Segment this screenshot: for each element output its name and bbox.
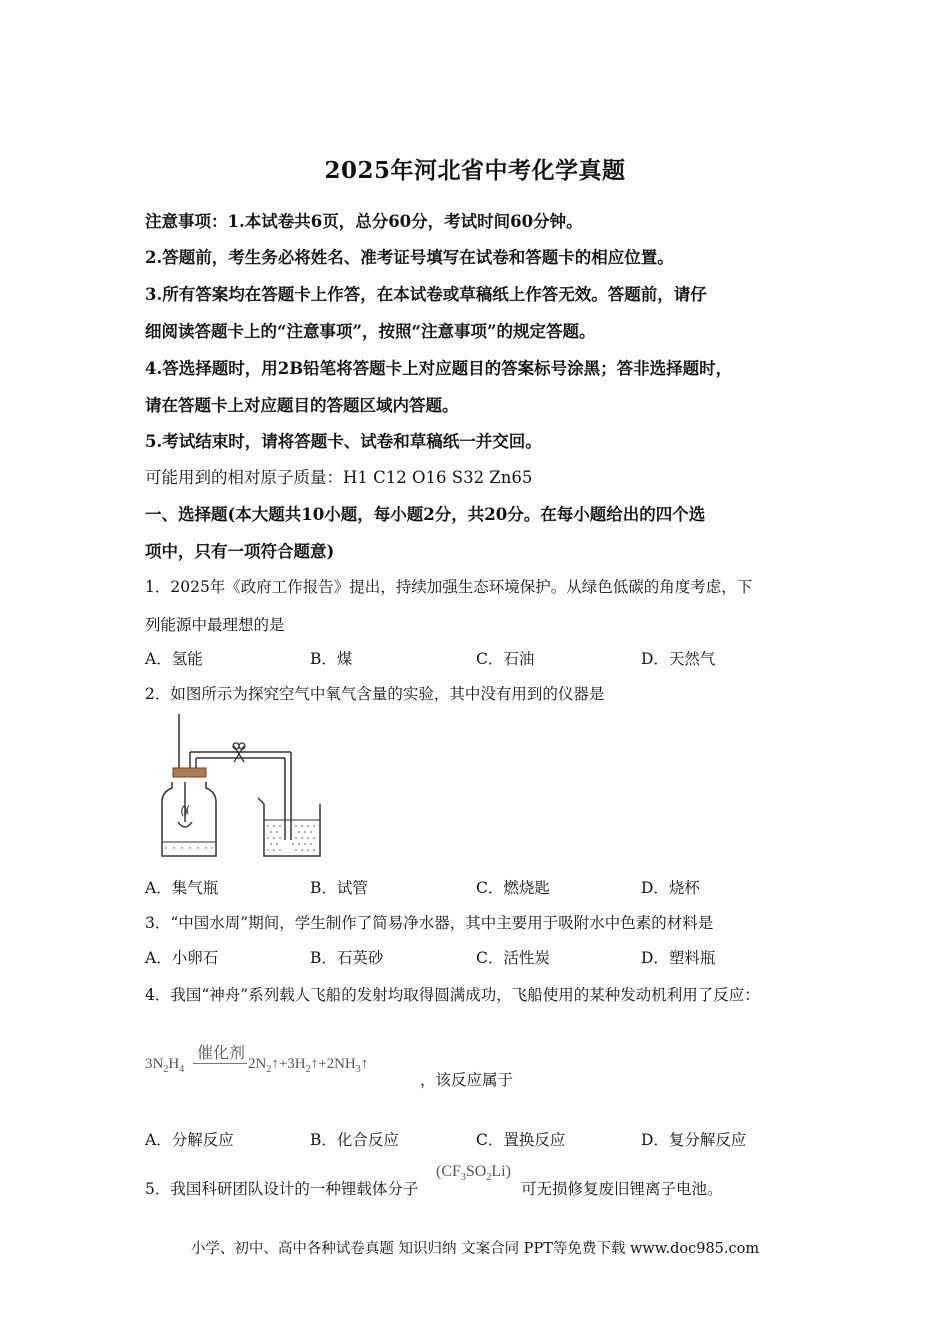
q3-option-c: C．活性炭: [476, 949, 550, 967]
q1-option-c: C．石油: [476, 650, 535, 668]
q2-option-d: D．烧杯: [641, 879, 700, 897]
section-heading-line-2: 项中，只有一项符合题意): [145, 542, 335, 561]
q3-option-a: A．小卵石: [145, 949, 219, 967]
reaction-arrow-line: [193, 1063, 247, 1064]
atomic-masses: 可能用到的相对原子质量：H1 C12 O16 S32 Zn65: [145, 468, 533, 487]
apparatus-diagram: [150, 710, 325, 862]
page-footer: 小学、初中、高中各种试卷真题 知识归纳 文案合同 PPT等免费下载 www.doc985.com: [190, 1241, 760, 1257]
q4-option-b: B．化合反应: [310, 1131, 399, 1149]
q5-stem-suffix: 可无损修复废旧锂离子电池。: [521, 1180, 723, 1198]
reaction-products: $2N_2↑+3H_2↑+2NH_3↑$: [248, 1056, 369, 1075]
q4-stem: 4．我国“神舟”系列载人飞船的发射均取得圆满成功，飞船使用的某种发动机利用了反应：: [145, 986, 760, 1004]
gas-bottle: [162, 782, 216, 856]
q3-option-d: D．塑料瓶: [641, 949, 716, 967]
q1-stem-line-2: 列能源中最理想的是: [145, 616, 285, 634]
catalyst-label: 催化剂: [197, 1045, 246, 1062]
note-line-7: 5.考试结束时，请将答题卡、试卷和草稿纸一并交回。: [145, 432, 542, 451]
spoon: [178, 822, 192, 827]
note-line-5: 4.答选择题时，用2B铅笔将答题卡上对应题目的答案标号涂黑；答非选择题时，: [145, 359, 733, 378]
q1-option-d: D．天然气: [641, 650, 716, 668]
q4-option-d: D．复分解反应: [641, 1131, 747, 1149]
q1-option-b: B．煤: [310, 650, 353, 668]
q2-stem: 2．如图所示为探究空气中氧气含量的实验，其中没有用到的仪器是: [145, 685, 605, 703]
q4-option-a: A．分解反应: [145, 1131, 234, 1149]
q3-option-b: B．石英砂: [310, 949, 384, 967]
stopper: [173, 768, 206, 777]
beaker: [258, 798, 320, 856]
q5-stem-prefix: 5．我国科研团队设计的一种锂载体分子: [145, 1180, 419, 1198]
note-line-6: 请在答题卡上对应题目的答题区域内答题。: [145, 396, 459, 415]
reaction-reactant: $3N_2H_4$: [145, 1056, 185, 1075]
q1-option-a: A．氢能: [145, 650, 203, 668]
note-line-3: 3.所有答案均在答题卡上作答，在本试卷或草稿纸上作答无效。答题前，请仔: [145, 285, 707, 304]
q2-option-b: B．试管: [310, 879, 368, 897]
q1-stem-line-1: 1．2025年《政府工作报告》提出，持续加强生态环境保护。从绿色低碳的角度考虑，下: [145, 578, 753, 596]
q4-stem-tail: ，该反应属于: [420, 1071, 514, 1089]
q2-option-a: A．集气瓶: [145, 879, 219, 897]
page-title: 2025年河北省中考化学真题: [324, 157, 626, 184]
q3-stem: 3．“中国水周”期间，学生制作了简易净水器，其中主要用于吸附水中色素的材料是: [145, 914, 714, 932]
q2-option-c: C．燃烧匙: [476, 879, 550, 897]
section-heading-line-1: 一、选择题(本大题共10小题，每小题2分，共20分。在每小题给出的四个选: [145, 505, 706, 524]
note-line-1: 注意事项：1.本试卷共6页，总分60分，考试时间60分钟。: [145, 212, 583, 231]
q4-option-c: C．置换反应: [476, 1131, 566, 1149]
q5-molecule-formula: $(CF_3SO_2Li)$: [436, 1163, 511, 1184]
note-line-2: 2.答题前，考生务必将姓名、准考证号填写在试卷和答题卡的相应位置。: [145, 248, 674, 267]
note-line-4: 细阅读答题卡上的“注意事项”，按照“注意事项”的规定答题。: [145, 322, 596, 341]
